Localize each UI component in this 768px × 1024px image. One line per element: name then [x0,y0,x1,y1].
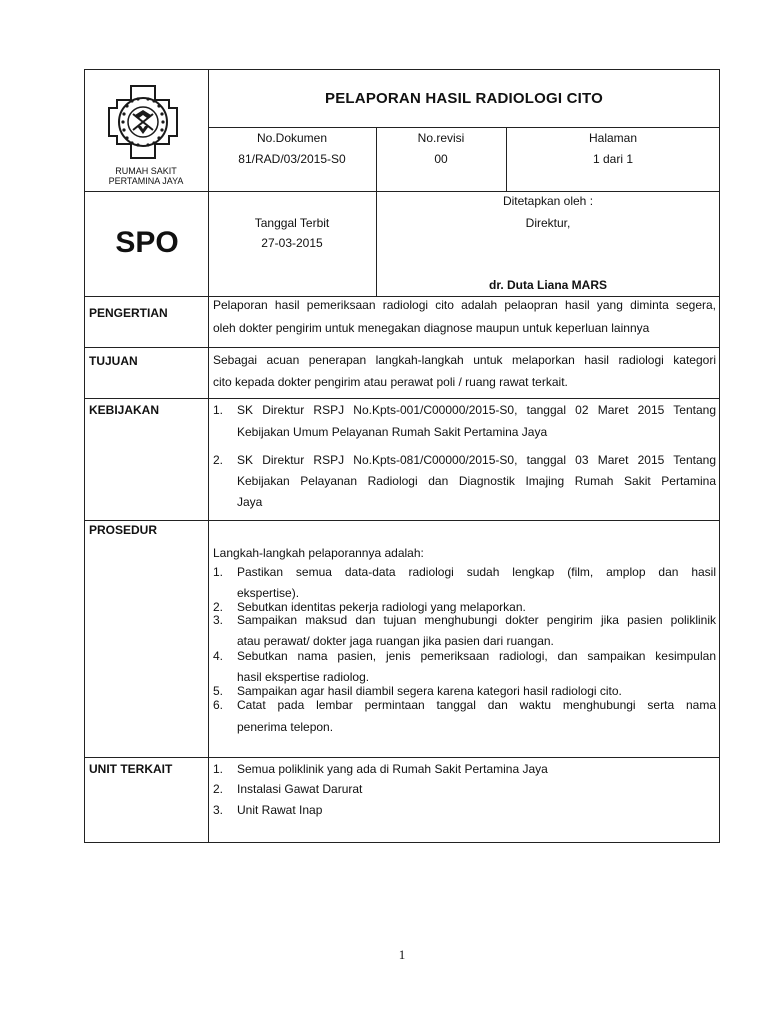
meta-row-divider [84,191,720,192]
no-dokumen-label: No.Dokumen [256,131,328,145]
prosedur-intro: Langkah-langkah pelaporannya adalah: [213,546,424,560]
prosedur-item-4-line-2: hasil ekspertise radiolog. [237,670,370,684]
unit-item-2-num: 2. [213,782,224,796]
unit-item-2-text: Instalasi Gawat Darurat [237,782,363,796]
unit-terkait-row-top [84,757,720,758]
pengertian-line-2: oleh dokter pengirim untuk menegakan diagnose maupun untuk keperluan lainnya [213,321,650,335]
kebijakan-row-top [84,398,720,399]
prosedur-item-3-line-2: atau perawat/ dokter jaga ruangan jika pasien dari ruangan. [237,634,554,648]
prosedur-item-1-line-2: ekspertise). [237,586,300,600]
org-name-line1: RUMAH SAKIT [115,166,177,176]
document-title: PELAPORAN HASIL RADIOLOGI CITO [325,90,603,107]
prosedur-item-6-line-1: Catat pada lembar permintaan tanggal dan waktu menghubungi serta nama [237,698,716,712]
no-revisi-label: No.revisi [417,131,465,145]
prosedur-item-1-num: 1. [213,565,224,579]
kebijakan-item-2-num: 2. [213,453,224,467]
pertamina-hospital-logo-icon [101,84,185,160]
hospital-logo [101,84,185,160]
tujuan-row-top [84,347,720,348]
tanggal-terbit-value: 27-03-2015 [261,236,323,250]
kebijakan-item-2-line-1: SK Direktur RSPJ No.Kpts-081/C00000/2015-S0, tanggal 03 Maret 2015 Tentang [237,453,716,467]
no-revisi-value: 00 [434,152,448,166]
title-row-divider [208,127,720,128]
ditetapkan-label: Ditetapkan oleh : [502,194,594,208]
section-label-unit-terkait: UNIT TERKAIT [89,762,173,776]
tanggal-terbit-label: Tanggal Terbit [254,216,330,230]
no-dokumen-value: 81/RAD/03/2015-S0 [238,152,346,166]
prosedur-item-5-num: 5. [213,684,224,698]
pengertian-row-top [84,296,720,297]
prosedur-item-2-line-1: Sebutkan identitas pekerja radiologi yang melaporkan. [237,600,526,614]
unit-item-1-num: 1. [213,762,224,776]
section-label-prosedur: PROSEDUR [89,523,158,537]
prosedur-item-2-num: 2. [213,600,224,614]
unit-item-3-text: Unit Rawat Inap [237,803,323,817]
prosedur-row-top [84,520,720,521]
pengertian-line-1: Pelaporan hasil pemeriksaan radiologi cito adalah pelaopran hasil yang diminta segera, [213,298,716,312]
page-number: 1 [398,947,406,962]
prosedur-item-1-line-1: Pastikan semua data-data radiologi sudah lengkap (film, amplop dan hasil [237,565,716,579]
direktur-label: Direktur, [525,216,571,230]
label-column-divider [208,69,209,843]
prosedur-item-5-line-1: Sampaikan agar hasil diambil segera karena kategori hasil radiologi cito. [237,684,622,698]
kebijakan-item-1-line-1: SK Direktur RSPJ No.Kpts-001/C00000/2015-S0, tanggal 02 Maret 2015 Tentang [237,403,716,417]
kebijakan-item-1-num: 1. [213,403,224,417]
tujuan-line-2: cito kepada dokter pengirim atau perawat poli / ruang rawat terkait. [213,375,568,389]
unit-item-1-text: Semua poliklinik yang ada di Rumah Sakit Pertamina Jaya [237,762,548,776]
prosedur-item-6-line-2: penerima telepon. [237,720,334,734]
section-label-pengertian: PENGERTIAN [89,306,168,320]
section-label-kebijakan: KEBIJAKAN [89,403,160,417]
prosedur-item-6-num: 6. [213,698,224,712]
prosedur-item-3-num: 3. [213,613,224,627]
prosedur-item-4-num: 4. [213,649,224,663]
halaman-label: Halaman [588,131,638,145]
section-label-tujuan: TUJUAN [89,354,138,368]
unit-item-3-num: 3. [213,803,224,817]
org-name-line2: PERTAMINA JAYA [108,176,184,186]
prosedur-item-4-line-1: Sebutkan nama pasien, jenis pemeriksaan radiologi, dan sampaikan kesimpulan [237,649,716,663]
tujuan-line-1: Sebagai acuan penerapan langkah-langkah untuk melaporkan hasil radiologi kategori [213,353,716,367]
kebijakan-item-2-line-3: Jaya [237,495,263,509]
prosedur-item-3-line-1: Sampaikan maksud dan tujuan menghubungi dokter pengirim jika pasien poliklinik [237,613,716,627]
spo-label: SPO [115,226,179,259]
signatory-name: dr. Duta Liana MARS [488,278,607,292]
kebijakan-item-1-line-2: Kebijakan Umum Pelayanan Rumah Sakit Pertamina Jaya [237,425,548,439]
halaman-value: 1 dari 1 [592,152,634,166]
kebijakan-item-2-line-2: Kebijakan Pelayanan Radiologi dan Diagnostik Imajing Rumah Sakit Pertamina [237,474,716,488]
